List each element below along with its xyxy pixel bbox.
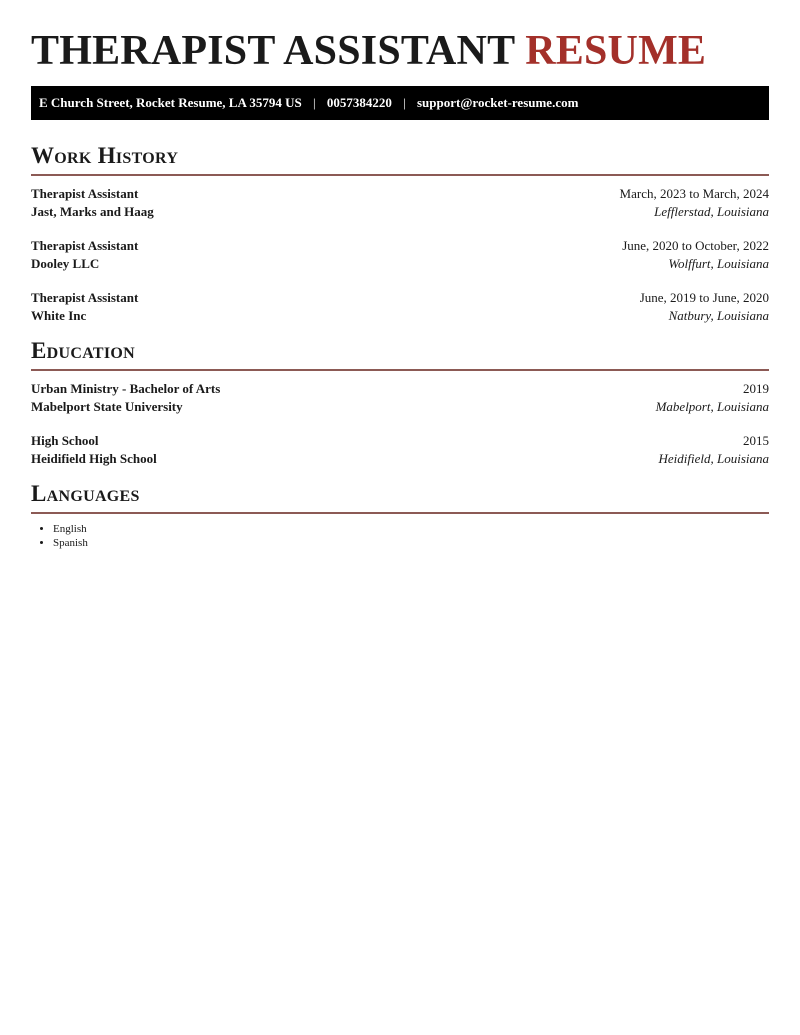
graduation-year: 2015	[743, 433, 769, 448]
school-name: Mabelport State University	[31, 399, 183, 414]
school-location: Mabelport, Louisiana	[655, 399, 769, 414]
work-history-section	[31, 142, 769, 325]
resume-title	[31, 0, 769, 74]
section-divider	[31, 369, 769, 371]
job-company: Jast, Marks and Haag	[31, 204, 154, 219]
title-accent: RESUME	[525, 28, 707, 74]
language-list	[31, 522, 769, 550]
contact-separator: |	[313, 95, 316, 110]
job-location: Lefflerstad, Louisiana	[654, 204, 769, 219]
graduation-year: 2019	[743, 381, 769, 396]
work-entry	[31, 237, 769, 273]
work-entry	[31, 289, 769, 325]
title-main: THERAPIST ASSISTANT	[31, 28, 515, 74]
language-item: • Spanish	[53, 536, 769, 550]
contact-separator: |	[403, 95, 406, 110]
school-location: Heidifield, Louisiana	[658, 451, 769, 466]
section-heading-work: Work History	[31, 143, 179, 168]
section-heading-education: Education	[31, 338, 135, 363]
job-company: Dooley LLC	[31, 256, 100, 271]
section-divider	[31, 512, 769, 514]
section-divider	[31, 174, 769, 176]
school-name: Heidifield High School	[31, 451, 157, 466]
job-location: Wolffurt, Louisiana	[668, 256, 769, 271]
contact-address: E Church Street, Rocket Resume, LA 35794 US	[39, 95, 302, 110]
contact-phone: 0057384220	[326, 95, 392, 110]
degree: Urban Ministry - Bachelor of Arts	[31, 381, 221, 396]
education-entry	[31, 432, 769, 468]
language-item: • English	[53, 522, 769, 536]
education-section	[31, 337, 769, 468]
degree: High School	[31, 433, 99, 448]
job-company: White Inc	[31, 308, 87, 323]
job-dates: June, 2020 to October, 2022	[622, 238, 769, 253]
section-heading-languages: Languages	[31, 481, 140, 506]
job-location: Natbury, Louisiana	[668, 308, 769, 323]
job-dates: March, 2023 to March, 2024	[619, 186, 769, 201]
contact-bar	[31, 86, 769, 120]
work-entry	[31, 185, 769, 221]
job-title: Therapist Assistant	[31, 238, 139, 253]
contact-email: support@rocket-resume.com	[416, 95, 579, 110]
job-dates: June, 2019 to June, 2020	[639, 290, 769, 305]
job-title: Therapist Assistant	[31, 290, 139, 305]
education-entry	[31, 380, 769, 416]
languages-section	[31, 480, 769, 550]
job-title: Therapist Assistant	[31, 186, 139, 201]
resume-page	[31, 0, 769, 550]
